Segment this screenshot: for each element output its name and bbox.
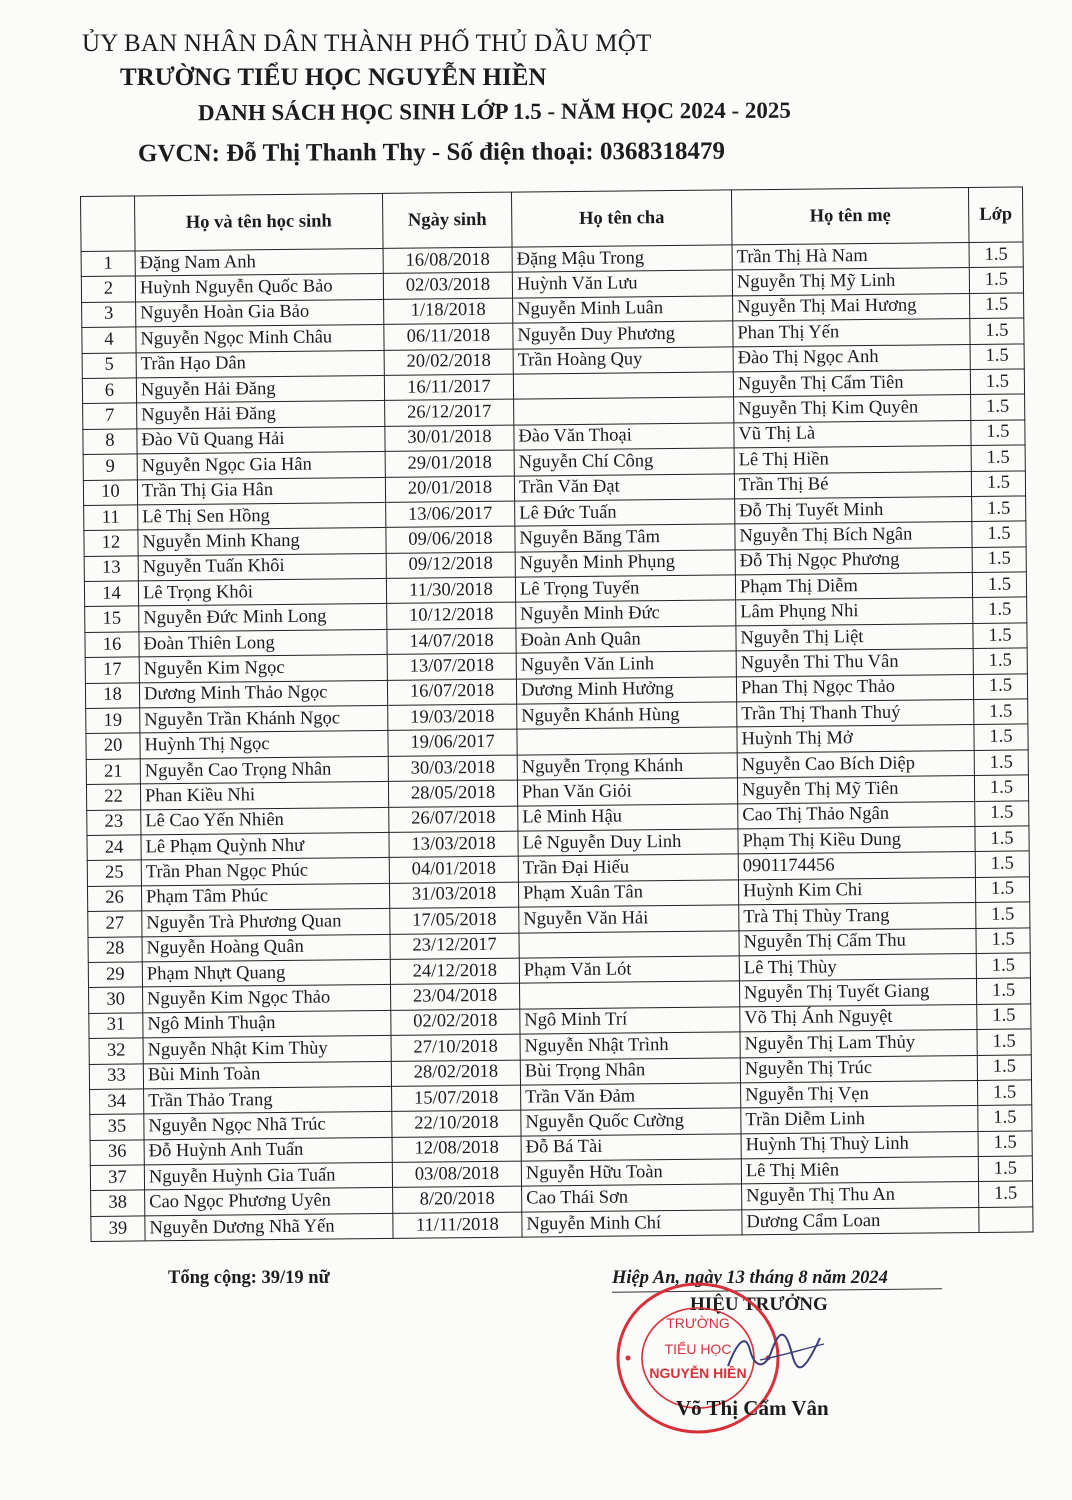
father-name: Đoàn Anh Quân (516, 626, 736, 654)
birth-date: 15/07/2018 (392, 1085, 521, 1112)
mother-name: Phạm Thị Diễm (735, 573, 972, 601)
class-name: 1.5 (977, 1004, 1031, 1030)
mother-name: Huỳnh Thị Mở (737, 725, 974, 753)
birth-date: 04/01/2018 (389, 856, 518, 883)
father-name: Trần Đại Hiếu (518, 854, 738, 882)
mother-name: Nguyễn Cao Bích Diệp (737, 750, 974, 778)
row-number: 5 (82, 353, 136, 379)
student-name: Phạm Nhựt Quang (142, 959, 390, 987)
father-name: Dương Minh Hưởng (516, 677, 736, 705)
row-number: 38 (91, 1190, 145, 1216)
birth-date: 09/12/2018 (386, 552, 515, 579)
student-name: Nguyễn Cao Trọng Nhân (140, 756, 388, 784)
class-name: 1.5 (974, 724, 1028, 750)
mother-name: Nguyễn Thị Mỹ Tiên (737, 776, 974, 804)
class-name: 1.5 (978, 1105, 1032, 1131)
class-name: 1.5 (973, 648, 1027, 674)
mother-name: Dương Cẩm Loan (742, 1207, 979, 1235)
mother-name: Cao Thị Thảo Ngân (738, 801, 975, 829)
father-name: Đào Văn Thoại (514, 423, 734, 451)
student-name: Phạm Tâm Phúc (141, 883, 389, 911)
father-name (517, 727, 737, 755)
student-name: Nguyễn Kim Ngọc Thảo (143, 985, 391, 1013)
row-number: 34 (90, 1089, 144, 1115)
birth-date: 30/03/2018 (388, 755, 517, 782)
row-number: 32 (89, 1038, 143, 1064)
row-number: 24 (87, 835, 141, 861)
birth-date: 24/12/2018 (390, 958, 519, 985)
mother-name: Nguyễn Thị Cẩm Thu (739, 928, 976, 956)
row-number: 29 (88, 962, 142, 988)
student-name: Lê Cao Yến Nhiên (141, 807, 389, 835)
class-name: 1.5 (977, 1080, 1031, 1106)
student-name: Nguyễn Hoàng Quân (142, 934, 390, 962)
mother-name: Nguyễn Thị Thu An (742, 1182, 979, 1210)
father-name: Nguyễn Duy Phương (513, 321, 733, 349)
birth-date: 1/18/2018 (384, 298, 513, 325)
class-name: 1.5 (977, 1029, 1031, 1055)
mother-name: Phan Thị Yến (733, 319, 970, 347)
birth-date: 19/03/2018 (388, 704, 517, 731)
father-name: Phan Văn Giỏi (517, 778, 737, 806)
row-number: 11 (84, 505, 138, 531)
student-name: Nguyễn Ngọc Nhã Trúc (144, 1112, 392, 1140)
class-name: 1.5 (978, 1156, 1032, 1182)
seal-text-bottom: NGUYỄN HIỀN (649, 1365, 747, 1381)
signature-scribble-icon (720, 1320, 830, 1380)
birth-date: 23/12/2017 (390, 933, 519, 960)
column-header: Ngày sinh (382, 192, 512, 248)
student-name: Nguyễn Hải Đăng (136, 375, 384, 403)
father-name: Cao Thái Sơn (522, 1184, 742, 1212)
table-header-row (81, 187, 1024, 252)
birth-date: 06/11/2018 (384, 323, 513, 350)
birth-date: 02/03/2018 (383, 273, 512, 300)
father-name: Trần Văn Đạt (514, 473, 734, 501)
class-name: 1.5 (972, 521, 1026, 547)
row-number: 35 (90, 1114, 144, 1140)
father-name: Phạm Văn Lót (519, 956, 739, 984)
father-name: Phạm Xuân Tân (518, 880, 738, 908)
mother-name: Nguyễn Thị Cẩm Tiên (733, 369, 970, 397)
student-name: Nguyễn Tuấn Khôi (138, 553, 386, 581)
class-name: 1.5 (970, 369, 1024, 395)
class-name: 1.5 (974, 750, 1028, 776)
student-name: Nguyễn Minh Khang (138, 528, 386, 556)
student-name: Huỳnh Nguyễn Quốc Bảo (135, 274, 383, 302)
row-number: 33 (89, 1063, 143, 1089)
class-name: 1.5 (976, 902, 1030, 928)
row-number: 3 (82, 302, 136, 328)
birth-date: 16/07/2018 (387, 679, 516, 706)
class-name: 1.5 (972, 496, 1026, 522)
class-name: 1.5 (974, 699, 1028, 725)
student-name: Lê Trọng Khôi (138, 578, 386, 606)
mother-name: Nguyễn Thị Bích Ngân (735, 522, 972, 550)
mother-name: Nguyễn Thị Trúc (740, 1055, 977, 1083)
class-name: 1.5 (975, 877, 1029, 903)
father-name: Bùi Trọng Nhân (520, 1057, 740, 1085)
father-name: Nguyễn Văn Hải (519, 905, 739, 933)
mother-name: Nguyễn Thị Kim Quyên (734, 395, 971, 423)
birth-date: 17/05/2018 (390, 907, 519, 934)
mother-name: Nguyễn Thị Vẹn (741, 1080, 978, 1108)
student-name: Nguyễn Kim Ngọc (139, 655, 387, 683)
mother-name: Nguyễn Thị Tuyết Giang (739, 979, 976, 1007)
class-name: 1.5 (970, 318, 1024, 344)
student-name: Huỳnh Thị Ngọc (140, 731, 388, 759)
class-name: 1.5 (972, 547, 1026, 573)
row-number: 28 (88, 936, 142, 962)
class-name: 1.5 (979, 1181, 1033, 1207)
student-name: Phan Kiều Nhi (140, 782, 388, 810)
birth-date: 12/08/2018 (392, 1136, 521, 1163)
mother-name: Huỳnh Thị Thuỳ Linh (741, 1131, 978, 1159)
mother-name: Đỗ Thị Ngọc Phương (735, 547, 972, 575)
student-table (80, 186, 1034, 1242)
mother-name: Trà Thị Thùy Trang (739, 903, 976, 931)
father-name: Nguyễn Hữu Toàn (521, 1159, 741, 1187)
mother-name: Trần Thị Thanh Thuý (737, 700, 974, 728)
father-name: Nguyễn Khánh Hùng (517, 702, 737, 730)
row-number: 14 (84, 581, 138, 607)
mother-name: Lâm Phụng Nhi (736, 598, 973, 626)
father-name (514, 397, 734, 425)
row-number: 1 (81, 251, 135, 277)
row-number: 15 (85, 606, 139, 632)
birth-date: 23/04/2018 (390, 983, 519, 1010)
birth-date: 11/30/2018 (386, 577, 515, 604)
row-number: 22 (86, 784, 140, 810)
row-number: 7 (83, 403, 137, 429)
class-name: 1.5 (975, 801, 1029, 827)
student-name: Lê Phạm Quỳnh Như (141, 832, 389, 860)
birth-date: 22/10/2018 (392, 1110, 521, 1137)
father-name: Đỗ Bá Tài (521, 1134, 741, 1162)
student-name: Nguyễn Trần Khánh Ngọc (140, 705, 388, 733)
mother-name: Trần Diễm Linh (741, 1106, 978, 1134)
father-name: Đặng Mậu Trong (512, 245, 732, 273)
seal-text-top: TRƯỜNG (666, 1315, 730, 1331)
birth-date: 14/07/2018 (387, 628, 516, 655)
father-name: Lê Đức Tuấn (515, 499, 735, 527)
birth-date: 10/12/2018 (387, 603, 516, 630)
student-name: Cao Ngọc Phương Uyên (145, 1188, 393, 1216)
birth-date: 13/06/2017 (386, 501, 515, 528)
student-name: Đỗ Huỳnh Anh Tuấn (144, 1137, 392, 1165)
birth-date: 02/02/2018 (391, 1009, 520, 1036)
row-number: 21 (86, 759, 140, 785)
row-number: 6 (82, 378, 136, 404)
birth-date: 16/11/2017 (384, 374, 513, 401)
student-name: Ngô Minh Thuận (143, 1010, 391, 1038)
father-name: Nguyễn Quốc Cường (521, 1108, 741, 1136)
birth-date: 16/08/2018 (383, 247, 512, 274)
student-name: Đoàn Thiên Long (139, 629, 387, 657)
row-number: 27 (88, 911, 142, 937)
father-name: Lê Minh Hậu (518, 803, 738, 831)
birth-date: 03/08/2018 (392, 1161, 521, 1188)
row-number: 19 (86, 708, 140, 734)
row-number: 10 (83, 479, 137, 505)
class-name: 1.5 (973, 597, 1027, 623)
class-name: 1.5 (973, 623, 1027, 649)
student-name: Trần Hạo Dân (136, 350, 384, 378)
student-name: Đặng Nam Anh (135, 248, 383, 276)
student-name: Bùi Minh Toàn (143, 1061, 391, 1089)
row-number: 30 (89, 987, 143, 1013)
mother-name: Vũ Thị Là (734, 420, 971, 448)
table-body (81, 242, 1033, 1242)
birth-date: 26/07/2018 (389, 806, 518, 833)
birth-date: 8/20/2018 (393, 1187, 522, 1214)
birth-date: 20/02/2018 (384, 349, 513, 376)
row-number: 39 (91, 1216, 145, 1242)
mother-name: Trần Thị Hà Nam (732, 243, 969, 271)
student-table-wrapper (80, 186, 1034, 1242)
teacher-info: GVCN: Đỗ Thị Thanh Thy - Số điện thoại: 0368318479 (137, 137, 726, 168)
mother-name: Nguyễn Thi Thu Vân (736, 649, 973, 677)
birth-date: 31/03/2018 (389, 882, 518, 909)
mother-name: Huỳnh Kim Chi (738, 877, 975, 905)
class-name: 1.5 (970, 293, 1024, 319)
mother-name: 0901174456 (738, 852, 975, 880)
row-number: 20 (86, 733, 140, 759)
father-name (519, 981, 739, 1009)
student-name: Nguyễn Nhật Kim Thùy (143, 1036, 391, 1064)
mother-name: Trần Thị Bé (734, 471, 971, 499)
student-name: Nguyễn Ngọc Minh Châu (136, 325, 384, 353)
column-header: Họ và tên học sinh (135, 193, 384, 251)
class-name (979, 1207, 1033, 1233)
birth-date: 19/06/2017 (388, 730, 517, 757)
class-name: 1.5 (978, 1131, 1032, 1157)
father-name: Lê Nguyễn Duy Linh (518, 829, 738, 857)
class-name: 1.5 (969, 242, 1023, 268)
student-name: Nguyễn Trà Phương Quan (142, 909, 390, 937)
student-name: Nguyễn Ngọc Gia Hân (137, 452, 385, 480)
mother-name: Võ Thị Ánh Nguyệt (740, 1004, 977, 1032)
signer-title: HIỆU TRƯỞNG (690, 1294, 828, 1315)
father-name: Trần Văn Đảm (521, 1083, 741, 1111)
class-name: 1.5 (972, 572, 1026, 598)
father-name: Ngô Minh Trí (520, 1007, 740, 1035)
student-name: Nguyễn Dương Nhã Yến (145, 1213, 393, 1241)
signer-name: Võ Thị Cẩm Vân (676, 1396, 829, 1420)
birth-date: 13/07/2018 (387, 653, 516, 680)
row-number: 4 (82, 327, 136, 353)
father-name: Lê Trọng Tuyển (515, 575, 735, 603)
seal-text-middle: TIỂU HỌC (664, 1341, 732, 1357)
mother-name: Phan Thị Ngọc Thảo (736, 674, 973, 702)
column-header: Họ tên mẹ (731, 188, 969, 245)
student-name: Nguyễn Hoàn Gia Bảo (136, 299, 384, 327)
column-header: Họ tên cha (511, 190, 732, 247)
mother-name: Lê Thị Thùy (739, 953, 976, 981)
birth-date: 27/10/2018 (391, 1034, 520, 1061)
student-name: Nguyễn Đức Minh Long (139, 604, 387, 632)
father-name: Trần Hoàng Quy (513, 346, 733, 374)
row-number: 12 (84, 530, 138, 556)
student-name: Dương Minh Thảo Ngọc (139, 680, 387, 708)
mother-name: Lê Thị Hiền (734, 446, 971, 474)
student-name: Đào Vũ Quang Hải (137, 426, 385, 454)
column-header (81, 196, 136, 252)
row-number: 36 (90, 1140, 144, 1166)
row-number: 18 (85, 683, 139, 709)
father-name: Huỳnh Văn Lưu (512, 270, 732, 298)
mother-name: Nguyễn Thị Lam Thủy (740, 1030, 977, 1058)
student-name: Nguyễn Hải Đăng (137, 401, 385, 429)
mother-name: Phạm Thị Kiều Dung (738, 826, 975, 854)
father-name (513, 372, 733, 400)
class-name: 1.5 (976, 927, 1030, 953)
student-name: Nguyễn Huỳnh Gia Tuấn (144, 1162, 392, 1190)
mother-name: Lê Thị Miên (741, 1157, 978, 1185)
student-name: Trần Thảo Trang (144, 1086, 392, 1114)
father-name: Nguyễn Minh Đức (516, 600, 736, 628)
total-count: Tổng cộng: 39/19 nữ (168, 1268, 330, 1288)
father-name: Nguyễn Nhật Trình (520, 1032, 740, 1060)
class-name: 1.5 (969, 267, 1023, 293)
father-name: Nguyễn Trọng Khánh (517, 753, 737, 781)
birth-date: 30/01/2018 (385, 425, 514, 452)
birth-date: 09/06/2018 (386, 526, 515, 553)
row-number: 8 (83, 429, 137, 455)
birth-date: 26/12/2017 (385, 399, 514, 426)
row-number: 31 (89, 1013, 143, 1039)
row-number: 16 (85, 632, 139, 658)
mother-name: Nguyễn Thị Liệt (736, 623, 973, 651)
student-name: Trần Thị Gia Hân (137, 477, 385, 505)
birth-date: 29/01/2018 (385, 450, 514, 477)
class-name: 1.5 (971, 470, 1025, 496)
student-name: Trần Phan Ngọc Phúc (141, 858, 389, 886)
class-name: 1.5 (976, 978, 1030, 1004)
class-name: 1.5 (971, 445, 1025, 471)
class-name: 1.5 (974, 775, 1028, 801)
mother-name: Nguyễn Thị Mỹ Linh (732, 268, 969, 296)
class-name: 1.5 (971, 420, 1025, 446)
class-name: 1.5 (975, 851, 1029, 877)
class-name: 1.5 (970, 344, 1024, 370)
row-number: 2 (81, 276, 135, 302)
father-name: Nguyễn Minh Phụng (515, 550, 735, 578)
class-name: 1.5 (975, 826, 1029, 852)
birth-date: 20/01/2018 (385, 476, 514, 503)
row-number: 13 (84, 556, 138, 582)
class-name: 1.5 (973, 674, 1027, 700)
signing-date: Hiệp An, ngày 13 tháng 8 năm 2024 (612, 1268, 888, 1288)
row-number: 17 (85, 657, 139, 683)
birth-date: 28/05/2018 (388, 780, 517, 807)
father-name: Nguyễn Minh Luân (513, 296, 733, 324)
birth-date: 28/02/2018 (391, 1060, 520, 1087)
class-name: 1.5 (976, 953, 1030, 979)
mother-name: Đào Thị Ngọc Anh (733, 344, 970, 372)
mother-name: Đỗ Thị Tuyết Minh (735, 496, 972, 524)
row-number: 25 (87, 860, 141, 886)
row-number: 9 (83, 454, 137, 480)
father-name: Nguyễn Băng Tâm (515, 524, 735, 552)
father-name: Nguyễn Văn Linh (516, 651, 736, 679)
mother-name: Nguyễn Thị Mai Hương (733, 293, 970, 321)
father-name (519, 930, 739, 958)
birth-date: 13/03/2018 (389, 831, 518, 858)
father-name: Nguyễn Minh Chí (522, 1210, 742, 1238)
school-heading: TRƯỜNG TIỂU HỌC NGUYỄN HIỀN (120, 64, 547, 91)
row-number: 23 (87, 810, 141, 836)
committee-heading: ỦY BAN NHÂN DÂN THÀNH PHỐ THỦ DẦU MỘT (82, 30, 652, 57)
birth-date: 11/11/2018 (393, 1212, 522, 1239)
column-header: Lớp (968, 187, 1023, 243)
student-name: Lê Thị Sen Hồng (138, 502, 386, 530)
row-number: 37 (90, 1165, 144, 1191)
class-name: 1.5 (971, 394, 1025, 420)
list-title: DANH SÁCH HỌC SINH LỚP 1.5 - NĂM HỌC 2024 - 2025 (197, 97, 791, 126)
row-number: 26 (87, 886, 141, 912)
father-name: Nguyễn Chí Công (514, 448, 734, 476)
class-name: 1.5 (977, 1054, 1031, 1080)
